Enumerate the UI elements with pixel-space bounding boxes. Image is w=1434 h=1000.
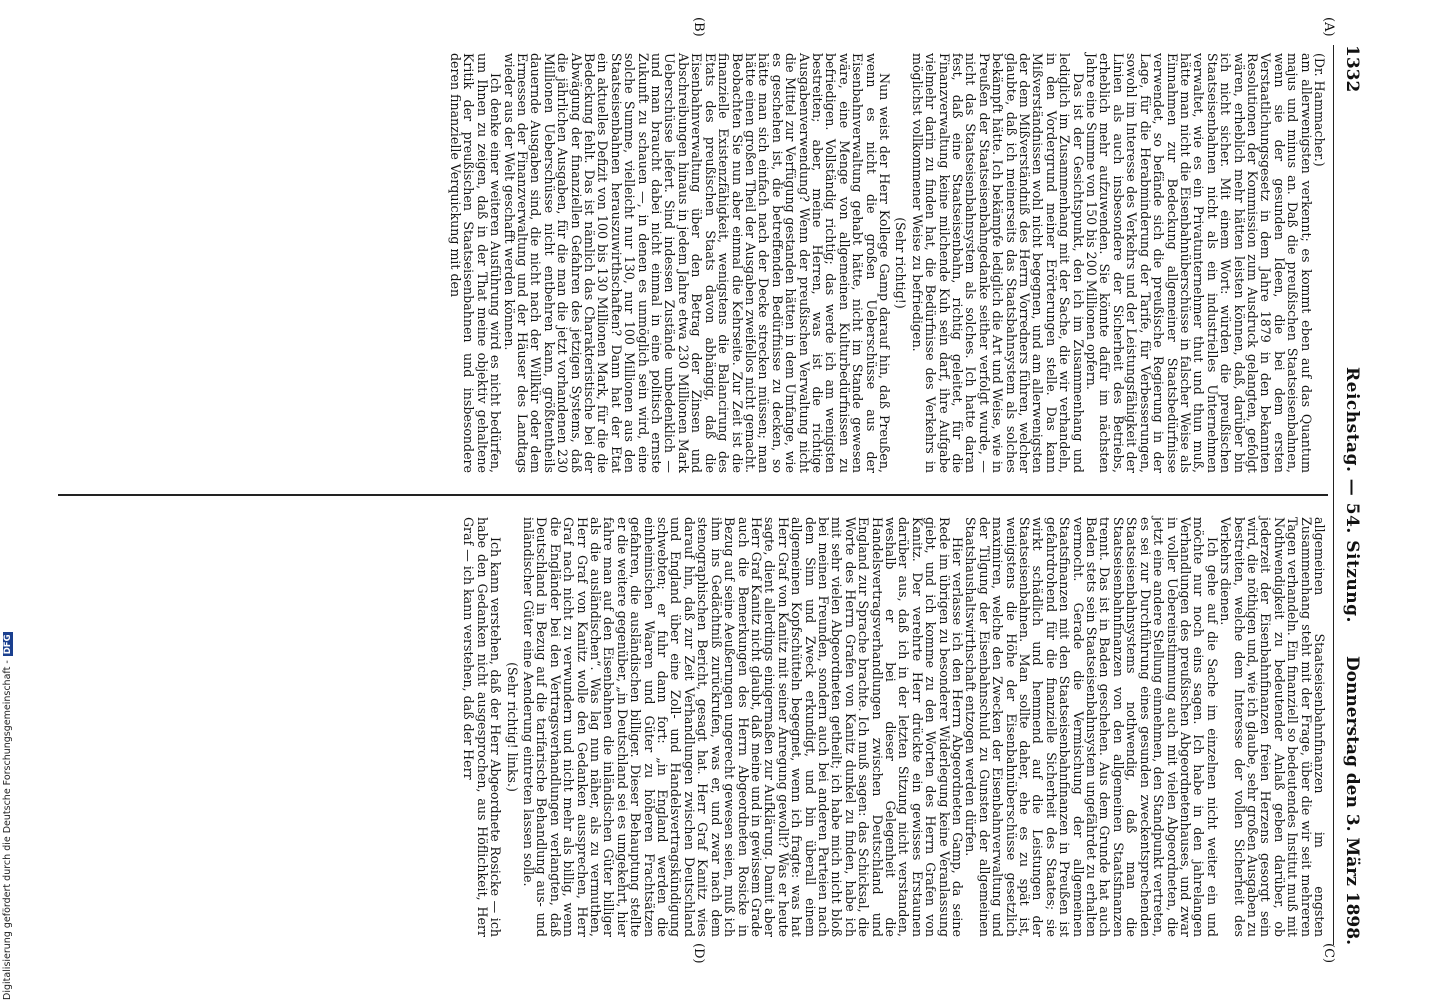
margin-marker-b: (B) bbox=[691, 17, 706, 37]
paragraph: Nun weist der Herr Kollege Gamp darauf hin, daß Preußen, wenn es nicht die großen Ueberschüsse aus der Eisenbahnverwaltung gehabt hätte, nicht im Stande gewesen wäre, eine Menge von allgemeinen Kulturbedürfnissen zu befriedigen. Vollständig richtig; das werde ich am wenigsten bestreiten; aber, meine Herren, was ist die richtige Ausgabenverwendung? Wenn der preußischen Verwaltung nicht die Mittel zur Verfügung gestanden hätten in dem Umfange, wie es geschehen ist, die betreffenden Bedürfnisse zu decken, so hätte man sich einfach nach der Decke strecken müssen; man hätte einen großen Theil der Ausgaben zweifellos nicht gemacht. Beobachten Sie nun aber einmal die Kehrseite. Zur Zeit ist die finanzielle Existenzfähigkeit, wenigstens die Balancirung des Etats des preußischen Staats davon abhängig, daß die Eisenbahnverwaltung über den Betrag der Zinsen und Abschreibungen hinaus in jedem Jahre etwa 230 Millionen Mark Ueberschüsse liefert. Sind indessen Zustände unbedenklich — und man braucht dabei nicht einmal in eine politisch ernste Zukunft zu schauen —, in denen es unmöglich sein wird, eine solche Summe, vielleicht nur 130, nur 100 Millionen aus den Staatseisenbahnen herauszuwirthschaften? Dann hat der Etat ein aktuelles Defizit von 100 bis 130 Millionen Mark, für die die Bedeckung fehlt. Das ist nämlich das Charakteristische bei der Abwägung der finanziellen Gefahren des jetzigen Systems, daß die jährlichen Ausgaben, für die man die jetzt vorhandenen 230 Millionen Ueberschüsse nicht entbehren kann, größtentheils dauernde Ausgaben sind, die nicht nach der Willkür oder dem Ermessen der Finanzverwaltung und der Häuser des Landtags wieder aus der Welt geschafft werden können. bbox=[501, 53, 892, 473]
right-column bbox=[462, 517, 1326, 937]
footer-text: Digitalisierung gefördert durch die Deutsche Forschungsgemeinschaft - bbox=[2, 660, 13, 1000]
page-header bbox=[1332, 45, 1362, 945]
applause-note: (Sehr richtig! links.) bbox=[504, 662, 520, 792]
document-page bbox=[40, 15, 1370, 975]
page-title: Reichstag. — 54. Sitzung. bbox=[1342, 367, 1362, 623]
margin-marker-a: (A) bbox=[1321, 17, 1336, 37]
paragraph: Ich denke einer weiteren Ausführung wird es nicht bedürfen, um Ihnen zu zeigen, daß in der That meine objektiv gehaltene Kritik der preußischen Staatseisenbahnen und insbesondere deren finanzielle Verquickung mit den bbox=[448, 53, 504, 473]
margin-marker-d: (D) bbox=[691, 943, 706, 964]
margin-marker-c: (C) bbox=[1321, 943, 1336, 964]
left-column bbox=[449, 53, 1326, 473]
dfg-logo: DFG bbox=[3, 634, 13, 655]
session-date: Donnerstag den 3. März 1898. bbox=[1342, 655, 1362, 945]
paragraph: Hier verlasse ich den Herrn Abgeordneten Gamp, da seine Rede im übrigen zu besonderer Widerlegung keine Veranlassung giebt, und ich komme zu den Worten des Herrn Grafen von Kanitz. Der verehrte Herr drückte ein gewisses Erstaunen darüber aus, daß ich in der letzten Sitzung nicht verstanden, weshalb er bei dieser Gelegenheit die Handelsvertragsverhandlungen zwischen Deutschland und England zur Sprache brachte. Ich muß sagen: das Schicksal, die Worte des Herrn Grafen von Kanitz dunkel zu finden, habe ich mit sehr vielen Abgeordneten getheilt; ich habe mich nicht bloß bei meinen Freunden, sondern auch bei anderen Parteien nach dem Sinn und Zweck erkundigt, und bin überall einem allgemeinen Kopfschütteln begegnet, wenn ich fragte: was hat Herr Graf von Kanitz mit seiner Anregung gewollt? Was er heute sagte, dient allerdings einigermaßen zur Aufklärung. Damit aber Herr Graf Kanitz nicht glaubt, daß meine und in gewissem Grade auch die Bemerkungen des Herrn Abgeordneten Rosicke in Bezug auf seine Aeußerungen ungerecht gewesen seien, muß ich ihm ins Gedächtniß zurückrufen, was er, und zwar nach dem stenographischen Bericht, gesagt hat. Herr Graf Kanitz wies darauf hin, daß zur Zeit Verhandlungen zwischen Deutschland und England über eine Zoll- und Handelsvertragskündigung schwebten; er fuhr dann fort: „in England werden die einheimischen Waaren und Güter zu höheren Frachtsätzen gefahren, die ausländischen billiger. Dieser Behauptung stellte er die weitere gegenüber, „in Deutschland sei es umgekehrt, hier fahre man auf den Eisenbahnen die inländischen Güter billiger als die ausländischen“. Was lag nun näher, als zu vermuthen, Herr Graf von Kanitz wolle den Gedanken aussprechen, Herr Graf nach nicht zu verwundern und nicht mehr als billig, wenn die Engländer bei den Vertragsverhandlungen verlangten, daß Deutschland in Bezug auf die tarifarische Behandlung aus- und inländischer Güter eine Aenderung eintreten lassen solle. bbox=[521, 517, 966, 937]
paragraph: Ich gehe auf die Sache im einzelnen nicht weiter ein und möchte nur noch eins sagen. Ich habe in den jahrelangen Verhandlungen des preußischen Abgeordnetenhauses, und zwar in voller Uebereinstimmung auch mit vielen Abgeordneten, die jetzt eine andere Stellung einnehmen, den Standpunkt vertreten, es sei zur Durchführung eines gesunden zweckentsprechenden Staatseisenbahnsystems nothwendig, daß man die Staatseisenbahnfinanzen von den allgemeinen Staatsfinanzen trennt. Das ist in Baden geschehen. Aus dem Grunde hat auch Baden stets sein Staatseisenbahnsystem ungefährdet zu erhalten vermocht. Gerade die Vermischung der allgemeinen Staatsfinanzen mit den Staatseisenbahnfinanzen in Preußen ist gefahrdrohend für die finanzielle Sicherheit des Staates; sie wirkt schädlich und hemmend auf die Leistungen der Staatseisenbahnen. Man sollte daher, ehe es zu spät ist, wenigstens die Höhe der Eisenbahnüberschüsse gesetzlich maximiren, welche den Zwecken der Eisenbahnverwaltung und der Tilgung der Eisenbahnschuld zu Gunsten der allgemeinen Staatshaushaltswirthschaft entzogen werden dürfen. bbox=[963, 517, 1220, 937]
paragraph: allgemeinen Staatseisenbahnfinanzen im engsten Zusammenhang steht mit der Frage, über die wir seit mehreren Tagen verhandeln. Ein finanziell so bedeutendes Institut muß mit Nothwendigkeit zu bedeutender Anlaß geben darüber, ob jederzeit der Eisenbahnfinanzen freien Herzens gesorgt sein wird, die nöthigen und, wie ich glaube, sehr großen Ausgaben zu bestreiten, welche dem Interesse der vollen Sicherheit des Verkehrs dienen. bbox=[1218, 517, 1327, 937]
header-rule bbox=[1333, 45, 1334, 945]
digitization-footer bbox=[2, 605, 18, 1000]
speaker-name: (Dr. Hammacher.) bbox=[1312, 53, 1327, 167]
column-divider bbox=[58, 494, 1328, 496]
paragraph: am allerwenigsten verkennt; es kommt eben auf das Quantum majus und minus an. Daß die preußischen Staatseisenbahnen, wenn sie der gesunden Ideen, die bei dem ersten Verstaatlichungsgesetz in dem Jahre 1879 in den bekannten Resolutionen der Kommission zum Ausdruck gelangten, gefolgt wären, erheblich mehr hätten leisten können, daß, darüber bin ich nicht sicher. Mit einem Wort: würden die preußischen Staatseisenbahnen nicht als ein industrielles Unternehmen verwaltet, wie es ein Privatunternehmer thut und thun muß, hätte man nicht die Eisenbahnüberschüsse in falscher Weise als Einnahmen zur Bedeckung allgemeiner Staatsbedürfnisse verwendet, so befände sich die preußische Regierung in der Lage, für die Herabminderung der Tarife, für Verbesserungen, sowohl im Interesse des Verkehrs und der Leistungsfähigkeit der Linien als auch insbesondere der Sicherheit des Betriebs, erheblich mehr aufzuwenden. Sie könnte dafür im nächsten Jahre eine Summe von 150 bis 200 Millionen opfern. bbox=[1084, 53, 1314, 473]
applause-note: (Sehr richtig!) bbox=[893, 217, 909, 309]
paragraph: Das ist der Gesichtspunkt, den ich im Zusammenhang und lediglich im Zusammenhang mit der Sache, die wir verhandeln, in den Vordergrund meiner Erörterungen stelle. Das kann Mißverständnissen wohl nicht begegnen, und am allerwenigsten der dem Mißverständniß des Herrn Vorredners führen, welcher glaubte, daß ich meinerseits das Staatsbahnsystem als solches bekämpft hätte. Ich bekämpfe lediglich die Art und Weise, wie in Preußen der Staatseisenbahngedanke seither verfolgt wurde, — nicht das Staatseisenbahnsystem als solches. Ich hatte daran fest, daß eine Staatseisenbahn, richtig geleitet, für die Finanzverwaltung keine milchende Kuh sein darf, ihre Aufgabe vielmehr darin zu finden hat, die Bedürfnisse des Verkehrs in möglichst vollkommener Weise zu befriedigen. bbox=[909, 53, 1086, 473]
paragraph: Ich kann verstehen, daß der Herr Abgeordnete Rosicke — ich habe den Gedanken nicht ausgesprochen, aus Höflichkeit, Herr Graf — ich kann verstehen, daß der Herr bbox=[461, 517, 504, 937]
page-number: 1332 bbox=[1342, 45, 1362, 93]
